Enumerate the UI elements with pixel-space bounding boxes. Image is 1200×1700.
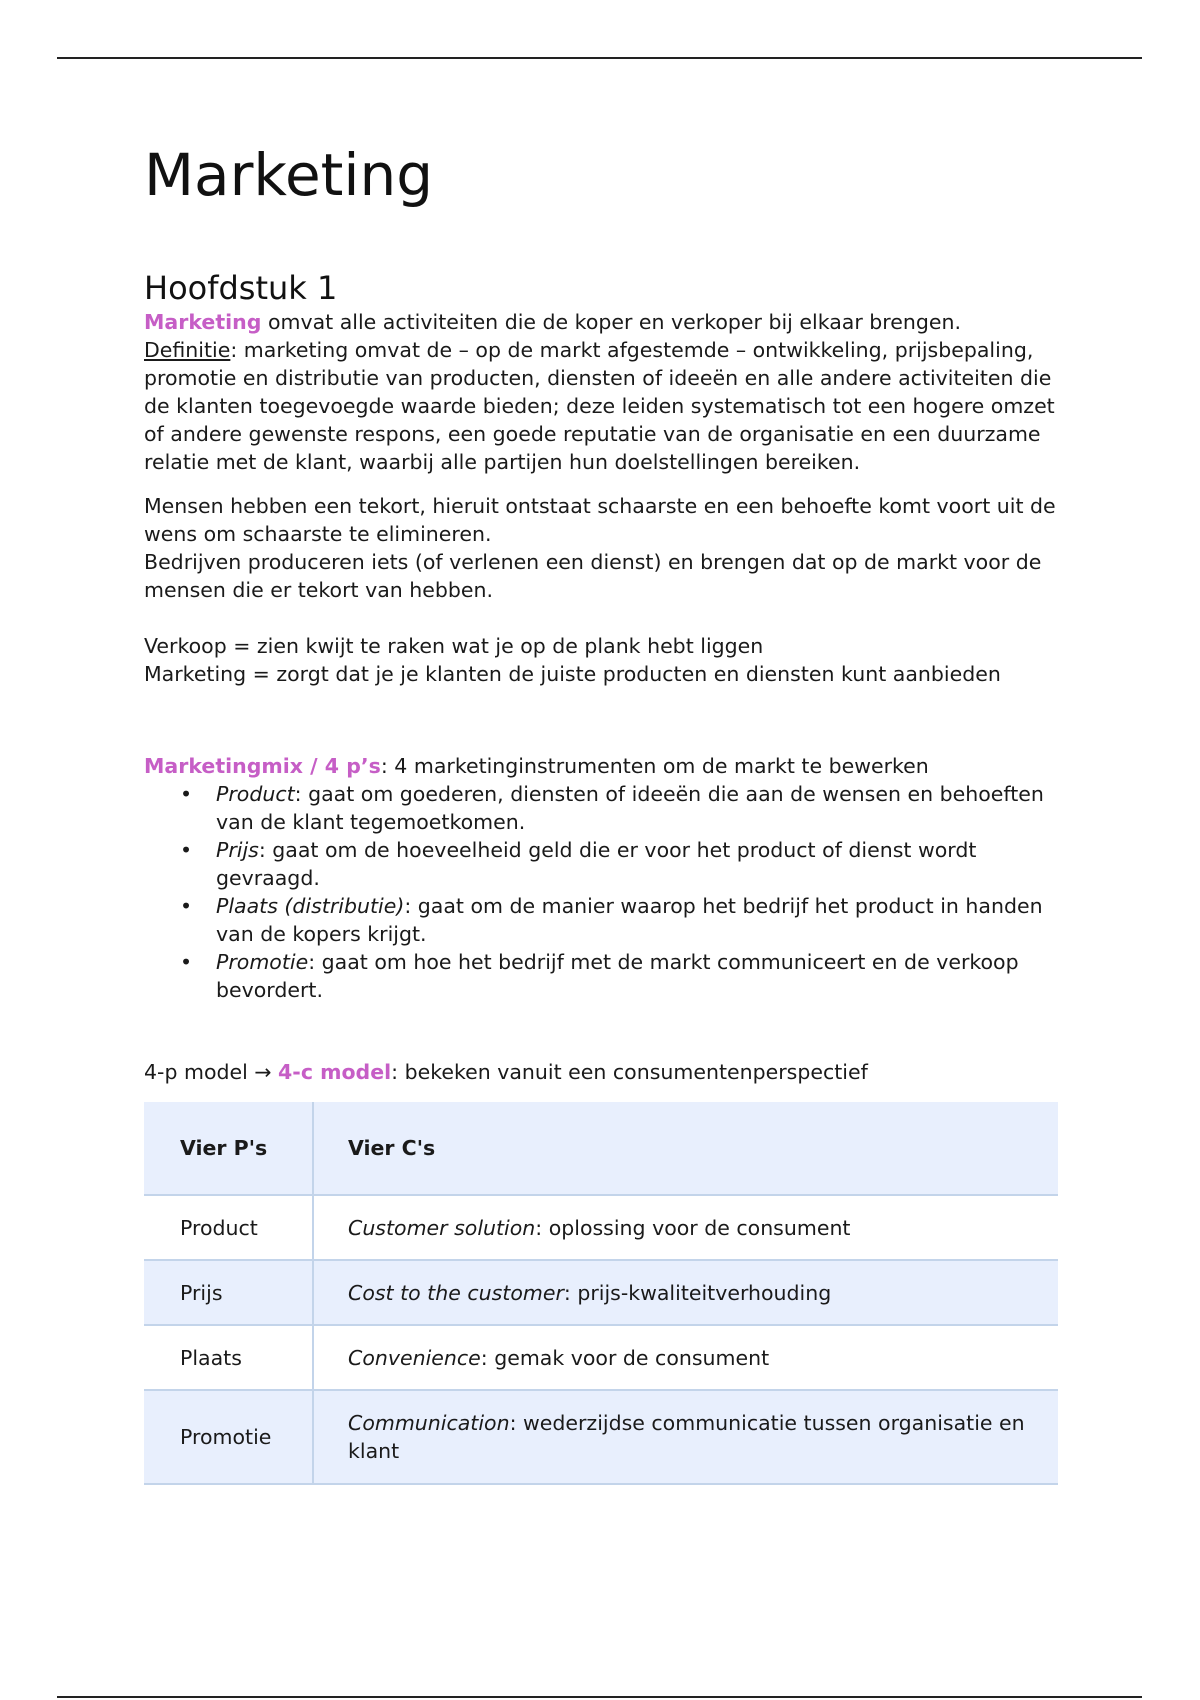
list-item-text: : gaat om hoe het bedrijf met de markt communiceert en de verkoop bevordert.	[216, 950, 1019, 1002]
c-text: : wederzijdse communicatie tussen organisatie en klant	[348, 1411, 1025, 1463]
list-item-term: Prijs	[216, 838, 259, 862]
arrow-right-icon: →	[254, 1060, 272, 1084]
table-row	[144, 1325, 1058, 1390]
table-cell-c	[313, 1260, 1058, 1325]
c-term: Cost to the customer	[348, 1280, 564, 1305]
list-item-text: : gaat om de hoeveelheid geld die er voor het product of dienst wordt gevraagd.	[216, 838, 977, 890]
table-cell-p: Plaats	[144, 1325, 313, 1390]
marketingmix-intro	[144, 752, 1064, 780]
table-cell-p: Promotie	[144, 1390, 313, 1484]
table-header-row	[144, 1102, 1058, 1195]
definition-text: : marketing omvat de – op de markt afgestemde – ontwikkeling, prijsbepaling, promotie en distributie van producten, diensten of ideeën en alle andere activiteiten die de klanten toegevoegde waarde bieden; deze leiden systematisch tot een hogere omzet of andere gewenste respons, een goede reputatie van de organisatie en een duurzame relatie met de klant, waarbij alle partijen hun doelstellingen bereiken.	[144, 338, 1055, 474]
marketing-line: Marketing = zorgt dat je je klanten de juiste producten en diensten kunt aanbieden	[144, 662, 1001, 686]
table-row	[144, 1260, 1058, 1325]
c-term: Convenience	[348, 1345, 481, 1370]
fourc-text: : bekeken vanuit een consumentenperspectief	[391, 1060, 868, 1084]
list-item-term: Plaats (distributie)	[216, 894, 405, 918]
chapter-heading: Hoofdstuk 1	[144, 269, 338, 307]
intro-paragraph	[144, 308, 1064, 336]
header-vier-cs: Vier C's	[313, 1102, 1058, 1195]
fourc-prefix: 4-p model	[144, 1060, 255, 1084]
marketingmix-term: Marketingmix / 4 p’s	[144, 754, 381, 778]
verkoop-line: Verkoop = zien kwijt te raken wat je op de plank hebt liggen	[144, 634, 764, 658]
people-paragraph: Mensen hebben een tekort, hieruit ontstaat schaarste en een behoefte komt voort uit de wens om schaarste te elimineren.	[144, 494, 1056, 546]
c-text: : gemak voor de consument	[480, 1345, 770, 1370]
companies-paragraph: Bedrijven produceren iets (of verlenen een dienst) en brengen dat op de markt voor de mensen die er tekort van hebben.	[144, 550, 1042, 602]
list-item-term: Product	[216, 782, 295, 806]
document-title: Marketing	[144, 141, 434, 209]
p-to-c-table	[144, 1102, 1058, 1485]
table-cell-c	[313, 1325, 1058, 1390]
list-item-text: : gaat om de manier waarop het bedrijf het product in handen van de kopers krijgt.	[216, 894, 1043, 946]
marketing-term: Marketing	[144, 310, 262, 334]
c-term: Customer solution	[348, 1215, 536, 1240]
intro-text: omvat alle activiteiten die de koper en verkoper bij elkaar brengen.	[261, 310, 962, 334]
c-term: Communication	[348, 1411, 510, 1435]
fourc-term: 4-c model	[278, 1060, 392, 1084]
header-vier-ps: Vier P's	[144, 1102, 313, 1195]
list-item	[216, 892, 1064, 948]
list-item	[216, 780, 1064, 836]
document-body	[144, 140, 1064, 1485]
table-row	[144, 1390, 1058, 1484]
fourc-intro	[144, 1058, 1064, 1086]
top-rule	[57, 57, 1142, 59]
marketingmix-text: : 4 marketinginstrumenten om de markt te bewerken	[380, 754, 929, 778]
list-item	[216, 836, 1064, 892]
list-item-term: Promotie	[216, 950, 309, 974]
table-cell-c	[313, 1195, 1058, 1260]
table-row	[144, 1195, 1058, 1260]
list-item	[216, 948, 1064, 1004]
bottom-rule	[57, 1696, 1142, 1698]
table-cell-p: Product	[144, 1195, 313, 1260]
c-text: : prijs-kwaliteitverhouding	[563, 1280, 832, 1305]
list-item-text: : gaat om goederen, diensten of ideeën die aan de wensen en behoeften van de klant tegemoetkomen.	[216, 782, 1044, 834]
four-p-list	[144, 780, 1064, 1004]
table-cell-c	[313, 1390, 1058, 1484]
definition-paragraph	[144, 336, 1064, 476]
c-text: : oplossing voor de consument	[535, 1215, 851, 1240]
definition-label: Definitie	[144, 338, 231, 362]
table-cell-p: Prijs	[144, 1260, 313, 1325]
